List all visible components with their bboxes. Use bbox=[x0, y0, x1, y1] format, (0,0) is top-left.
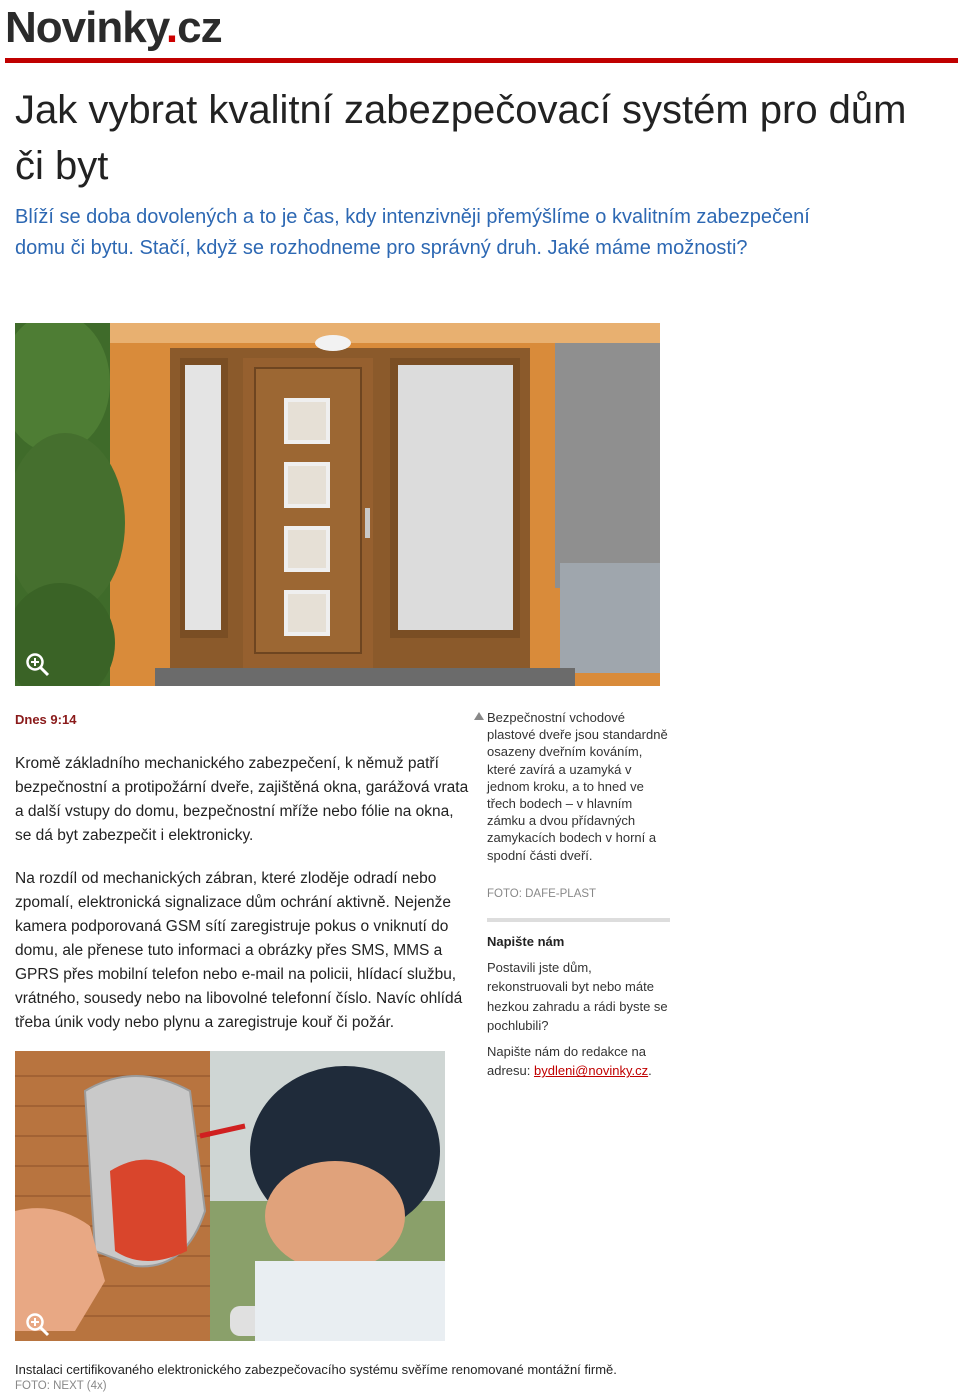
site-logo[interactable] bbox=[5, 3, 222, 52]
door-photo-illustration bbox=[15, 323, 660, 686]
article-paragraph-2: Na rozdíl od mechanických zábran, které zloděje odradí nebo zpomalí, elektronická signalizace dům ochrání aktivně. Nejenže kamera podporovaná GSM sítí zaregistruje pokus o vniknutí do domu, ale přenese tuto informaci a obrázky přes SMS, MMS a GPRS přes mobilní telefon nebo e-mail na policii, hlídací službu, vrátného, sousedy nebo na libovolné telefonní číslo. Navíc ohlídá třeba únik vody nebo plynu a zaregistruje kouř či požár. bbox=[15, 870, 463, 1031]
alarm-photo-caption: Instalaci certifikovaného elektronického zabezpečovacího systému svěříme renomované montážní firmě. bbox=[15, 1362, 617, 1377]
door-photo-caption-text: Bezpečnostní vchodové plastové dveře jsou standardně osazeny dveřním kováním, které zavírá a uzamyká v jednom kroku, a to hned ve třech bodech – v hlavním zámku a dvou přídavných zamykacích bodech v horní a spodní části dveří. bbox=[487, 710, 668, 863]
door-photo[interactable] bbox=[15, 323, 660, 686]
logo-main: Novinky bbox=[5, 3, 166, 52]
sidebar-divider bbox=[487, 918, 670, 922]
article-dateline: Dnes 9:14 bbox=[15, 712, 77, 727]
article-paragraph-1: Kromě základního mechanického zabezpečení, k němuž patří bezpečnostní a protipožární dveře, zajištěná okna, garážová vrata a další vstupy do domu, bezpečnostní mříže nebo fólie na okna, se dá byt zabezpečit i elektronicky. bbox=[15, 755, 469, 844]
logo-tld: cz bbox=[177, 3, 222, 52]
article-title: Jak vybrat kvalitní zabezpečovací systém pro dům či byt bbox=[15, 88, 907, 188]
sidebar-contact bbox=[487, 1042, 672, 1081]
alarm-photo-illustration bbox=[15, 1051, 445, 1341]
door-photo-caption bbox=[487, 709, 672, 864]
zoom-in-icon[interactable] bbox=[25, 652, 51, 678]
alarm-photo[interactable] bbox=[15, 1051, 445, 1341]
zoom-in-icon[interactable] bbox=[25, 1312, 51, 1338]
article-perex: Blíží se doba dovolených a to je čas, kdy intenzivněji přemýšlíme o kvalitním zabezpečení domu či bytu. Stačí, když se rozhodneme pro správný druh. Jaké máme možnosti? bbox=[15, 206, 810, 259]
alarm-photo-credit: FOTO: NEXT (4x) bbox=[15, 1380, 107, 1392]
sidebar-heading: Napište nám bbox=[487, 934, 565, 949]
logo-dot: . bbox=[165, 3, 178, 52]
door-photo-credit: FOTO: DAFE-PLAST bbox=[487, 888, 597, 900]
sidebar-text: Postavili jste dům, rekonstruovali byt nebo máte hezkou zahradu a rádi byste se pochlubili? bbox=[487, 960, 668, 1034]
sidebar-contact-prefix: Napište nám do redakce na adresu: bbox=[487, 1044, 646, 1079]
email-link[interactable]: bydleni@novinky.cz bbox=[533, 1063, 649, 1079]
header-divider bbox=[5, 58, 958, 63]
sidebar-contact-suffix: . bbox=[648, 1063, 652, 1079]
caption-arrow-icon bbox=[474, 712, 484, 720]
